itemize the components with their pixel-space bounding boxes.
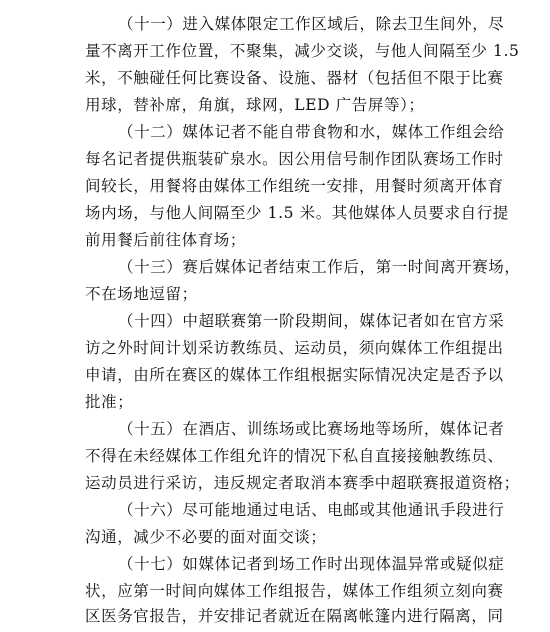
text-line: 不在场地逗留； [85, 285, 198, 303]
text-line: （十五）在酒店、训练场或比赛场地等场所，媒体记者 [118, 420, 505, 438]
text-line: （十七）如媒体记者到场工作时出现体温异常或疑似症 [118, 555, 505, 573]
text-line: 沟通，减少不必要的面对面交谈； [85, 528, 327, 546]
text-line: 状，应第一时间向媒体工作组报告，媒体工作组须立刻向赛 [85, 582, 504, 600]
text-line: 运动员进行采访，违反规定者取消本赛季中超联赛报道资格； [85, 474, 520, 492]
text-line: 米，不触碰任何比赛设备、设施、器材（包括但不限于比赛 [85, 69, 504, 87]
text-line: （十二）媒体记者不能自带食物和水，媒体工作组会给 [118, 123, 505, 141]
text-line: 用球，替补席，角旗，球网，LED 广告屏等）； [85, 96, 425, 114]
text-line: 申请，由所在赛区的媒体工作组根据实际情况决定是否予以 [85, 366, 504, 384]
text-line: 场内场，与他人间隔至少 1.5 米。其他媒体人员要求自行提 [85, 204, 509, 222]
text-line: 间较长，用餐将由媒体工作组统一安排，用餐时须离开体育 [85, 177, 504, 195]
text-line: 前用餐后前往体育场； [85, 231, 247, 249]
text-line: （十一）进入媒体限定工作区域后，除去卫生间外，尽 [118, 15, 505, 33]
text-line: 访之外时间计划采访教练员、运动员，须向媒体工作组提出 [85, 339, 504, 357]
text-line: 批准； [85, 393, 134, 411]
text-line: 每名记者提供瓶装矿泉水。因公用信号制作团队赛场工作时 [85, 150, 504, 168]
text-line: （十六）尽可能地通过电话、电邮或其他通讯手段进行 [118, 501, 505, 519]
text-line: 区医务官报告，并安排记者就近在隔离帐篷内进行隔离，同 [85, 607, 504, 625]
text-line: （十四）中超联赛第一阶段期间，媒体记者如在官方采 [118, 312, 505, 330]
text-line: 量不离开工作位置，不聚集，减少交谈，与他人间隔至少 1.5 [85, 42, 520, 60]
text-line: 不得在未经媒体工作组允许的情况下私自直接接触教练员、 [85, 447, 504, 465]
text-line: （十三）赛后媒体记者结束工作后，第一时间离开赛场， [118, 258, 521, 276]
